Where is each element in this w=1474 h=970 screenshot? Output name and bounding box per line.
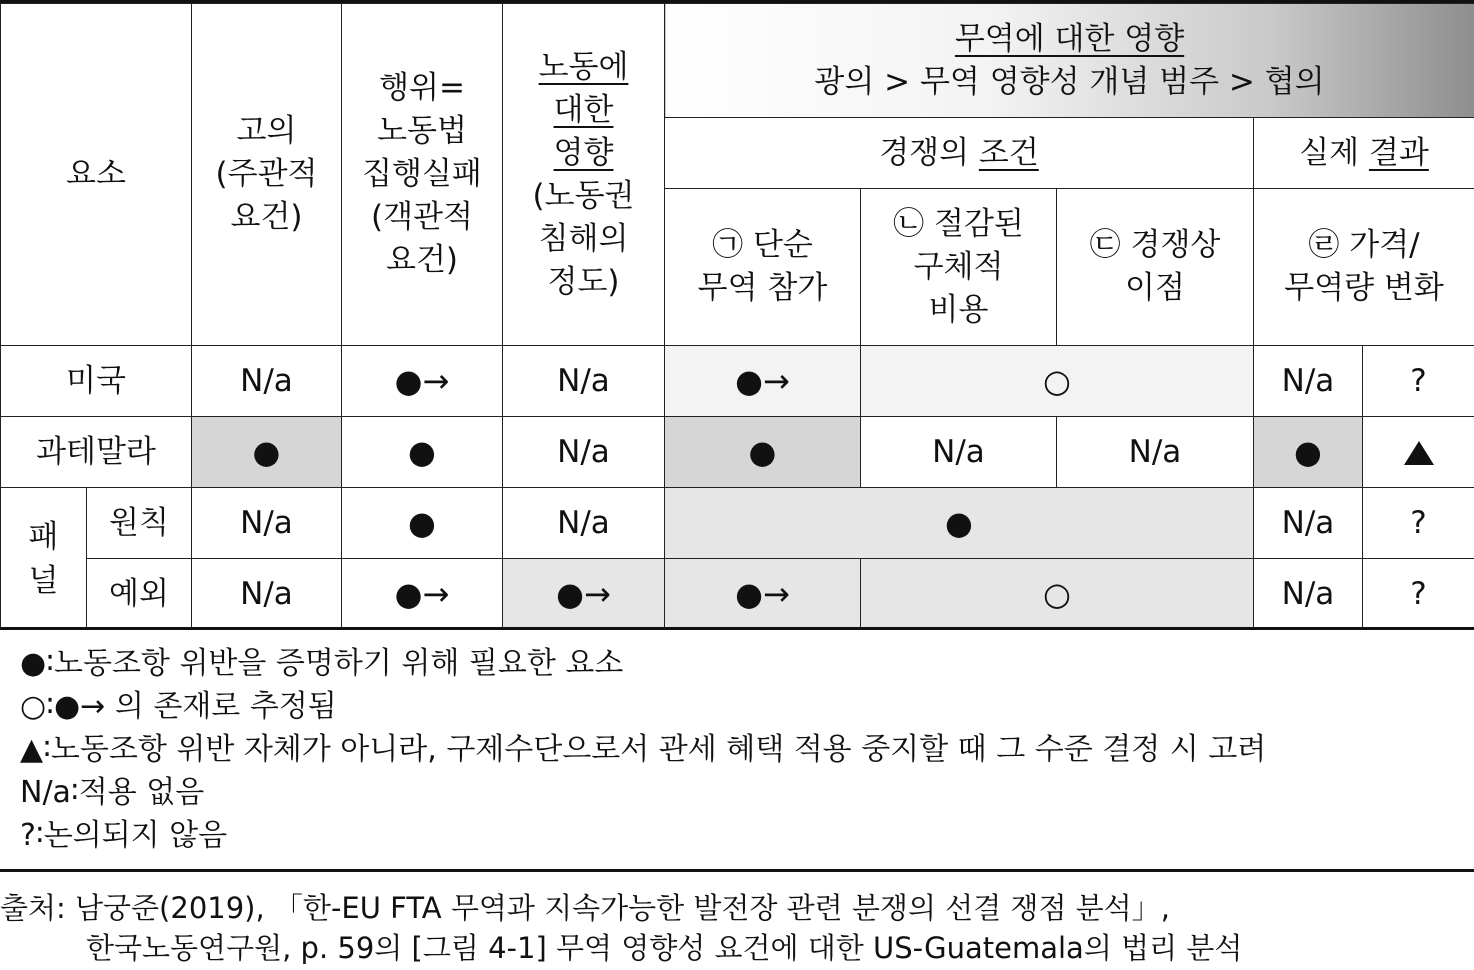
header-col-d: ㉢ 경쟁상 이점 xyxy=(1057,189,1254,346)
header-col-n: ㉡ 절감된 구체적 비용 xyxy=(861,189,1057,346)
cell-intent: N/a xyxy=(192,559,342,630)
header-intent: 고의 (주관적 요건) xyxy=(192,4,342,346)
note-open-circle: ○∶●→ 의 존재로 추정됨 xyxy=(20,689,337,724)
table-row-guatemala xyxy=(1,417,1474,488)
source-citation xyxy=(0,888,1474,968)
trade-impact-table xyxy=(0,3,1474,630)
cell-r1: N/a xyxy=(1254,488,1363,559)
header-col-r: ㉣ 가격/ 무역량 변화 xyxy=(1254,189,1474,346)
cell-r1: ● xyxy=(1254,417,1363,488)
cell-d: N/a xyxy=(1057,417,1254,488)
cell-intent: N/a xyxy=(192,488,342,559)
cell-r2: ? xyxy=(1363,346,1474,417)
header-element: 요소 xyxy=(1,4,192,346)
cell-g: ●→ xyxy=(665,559,861,630)
competition-underlined: 조건 xyxy=(978,134,1039,171)
triangle-icon xyxy=(1404,441,1434,465)
note-triangle: ▲∶노동조항 위반 자체가 아니라, 구제수단으로서 관세 혜택 적용 중지할 때 그 수준 결정 시 고려 xyxy=(20,732,1267,767)
cell-g: ●→ xyxy=(665,346,861,417)
note-question: ?∶논의되지 않음 xyxy=(20,818,228,853)
labor-impact-underlined: 노동에 대한 영향 xyxy=(538,48,629,171)
notes-bottom-rule xyxy=(0,869,1474,872)
cell-act: ●→ xyxy=(342,559,503,630)
row-label-principle: 원칙 xyxy=(87,488,192,559)
cell-r2: ? xyxy=(1363,559,1474,630)
header-trade-impact xyxy=(665,4,1474,118)
trade-impact-title: 무역에 대한 영향 xyxy=(954,20,1185,57)
legend-notes xyxy=(20,642,1470,857)
trade-impact-subtitle: 광의 > 무역 영향성 개념 범주 > 협의 xyxy=(814,63,1325,100)
header-actual-result xyxy=(1254,118,1474,189)
cell-nd: ○ xyxy=(861,559,1254,630)
row-label-exception: 예외 xyxy=(87,559,192,630)
cell-r2 xyxy=(1363,417,1474,488)
source-line-1: 출처: 남궁준(2019), 「한-EU FTA 무역과 지속가능한 발전장 관련 분쟁의 선결 쟁점 분석」, xyxy=(0,891,1170,925)
header-labor-impact xyxy=(503,4,665,346)
table-bottom-rule xyxy=(0,627,1474,630)
cell-act: ● xyxy=(342,488,503,559)
row-label-panel: 패 널 xyxy=(1,488,87,630)
cell-labor: ●→ xyxy=(503,559,665,630)
cell-g: ● xyxy=(665,417,861,488)
cell-r1: N/a xyxy=(1254,559,1363,630)
actual-prefix: 실제 xyxy=(1299,134,1369,171)
actual-underlined: 결과 xyxy=(1368,134,1429,171)
cell-r2: ? xyxy=(1363,488,1474,559)
cell-labor: N/a xyxy=(503,488,665,559)
cell-gnd: ● xyxy=(665,488,1254,559)
cell-act: ● xyxy=(342,417,503,488)
cell-intent: N/a xyxy=(192,346,342,417)
header-col-g: ㉠ 단순 무역 참가 xyxy=(665,189,861,346)
table-row-panel-principle xyxy=(1,488,1474,559)
cell-act: ●→ xyxy=(342,346,503,417)
note-filled-circle: ●∶노동조항 위반을 증명하기 위해 필요한 요소 xyxy=(20,646,624,681)
cell-r1: N/a xyxy=(1254,346,1363,417)
header-competition xyxy=(665,118,1254,189)
cell-labor: N/a xyxy=(503,346,665,417)
header-act: 행위= 노동법 집행실패 (객관적 요건) xyxy=(342,4,503,346)
table-row-usa xyxy=(1,346,1474,417)
competition-prefix: 경쟁의 xyxy=(879,134,979,171)
cell-labor: N/a xyxy=(503,417,665,488)
row-label-guatemala: 과테말라 xyxy=(1,417,192,488)
cell-intent: ● xyxy=(192,417,342,488)
table-row-panel-exception xyxy=(1,559,1474,630)
cell-n: N/a xyxy=(861,417,1057,488)
labor-impact-rest: (노동권 침해의 정도) xyxy=(532,177,635,300)
row-label-usa: 미국 xyxy=(1,346,192,417)
note-na: N/a∶적용 없음 xyxy=(20,775,205,810)
source-line-2: 한국노동연구원, p. 59의 [그림 4-1] 무역 영향성 요건에 대한 US-Guatemala의 법리 분석 xyxy=(86,931,1243,965)
cell-nd: ○ xyxy=(861,346,1254,417)
